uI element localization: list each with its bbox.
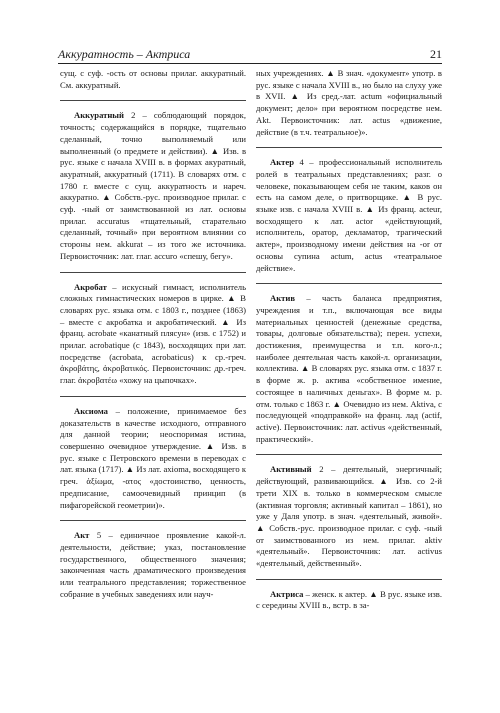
entry-headword: Активный [270, 464, 312, 475]
entry-body: 2 – деятельный, энергичный; действующий, развивающийся. ▲ Изв. со 2-й трети XIX в. только в коммерческом смысле (активная торговля; активный капитал – 1861), но уже у Даля употр. в знач. «деятельный, живой». ▲ Собств.-рус. производное прилаг. с суф. -ный от заимствованного из нем. прилаг. aktiv «деятельный». Первоисточник: лат. activus «деятельный, действенный». [256, 464, 442, 569]
entry-body: – положение, принимаемое без доказательств в качестве исходного, отправного для данной теории; неоспоримая истина, совершенно очевидное утверждение. ▲ Изв. в рус. языке с Петровского времени в переводах с лат. языка (1717). ▲ Из лат. axioma, восходящего к греч. ἀξίωμα, -ατος «достоинство, ценность, предписание, самоочевидный принцип (в пифагорейской геометрии)». [60, 405, 246, 510]
entry-text [256, 589, 442, 612]
right-column [256, 68, 442, 621]
header-rule [58, 63, 442, 64]
dictionary-entry [60, 68, 246, 91]
entry-text [60, 110, 246, 262]
entry-divider [256, 147, 442, 148]
entry-body: 2 – соблюдающий порядок, точность; содержащийся в порядке, тщательно сделанный, точно выполняемый или выполненный (о предмете и действии). ▲ Изв. в рус. языке с начала XVIII в. в формах акуратный, акуратный, аккуратный (1711). В словарях отм. с 1780 г. вместе с сущ. аккуратность и нареч. аккуратно. ▲ Собств.-рус. производное прилаг. с суф. -ный от заимствованной из лат. основы прилаг. accuratus «тщательный, старательно сделанный, точный» при вероятном влиянии со стороны нем. akkurat – из того же источника. Первоисточник: лат. глаг. accuro «спешу, бегу». [60, 110, 246, 261]
entry-text [60, 530, 246, 600]
page-number: 21 [430, 47, 442, 61]
entry-divider [256, 283, 442, 284]
running-header [58, 42, 442, 62]
entry-headword: Акт [74, 530, 90, 541]
entry-body: – женск. к актер. ▲ В рус. языке изв. с середины XVIII в., встр. в за- [256, 588, 442, 611]
entry-divider [60, 520, 246, 521]
entry-divider [60, 100, 246, 101]
entry-text [256, 464, 442, 569]
entry-text [256, 157, 442, 274]
entry-headword: Актриса [270, 588, 304, 599]
entry-divider [256, 579, 442, 580]
entry-body: сущ. с суф. -ость от основы прилаг. аккуратный. См. аккуратный. [60, 68, 246, 90]
entry-body: – часть баланса предприятия, учреждения и т.п., включающая все виды материальных ценностей (денежные средства, товары, долговые обязательства); перен. успехи, достижения, преимущества и т.п. кого-л.; наиболее деятельная часть какой-л. организации, коллектива. ▲ В словарях рус. языка отм. с 1837 г. в форме ж. р. актива «собственное имение, состоящее в наличных деньгах». В форме м. р. отм. только с 1863 г. ▲ Очевидно из нем. Aktiva, с последующей «подправкой» на франц. лад (actif, active). Первоисточник: лат. activus «действенный, практический». [256, 293, 442, 444]
entry-text [60, 68, 246, 91]
dictionary-entry [256, 464, 442, 569]
left-column [60, 68, 246, 609]
entry-headword: Актив [270, 293, 295, 304]
entry-headword: Аккуратный [74, 110, 124, 121]
entry-text [60, 406, 246, 511]
entry-body: ных учреждениях. ▲ В знач. «документ» употр. в рус. языке с начала XVIII в., но было на слуху уже в XVII. ▲ Из сред.-лат. actum «официальный документ; дело» при вероятном посредстве нем. Akt. Первоисточник: лат. actus «движение, действие (в т.ч. театральное)». [256, 68, 442, 137]
dictionary-entry [256, 293, 442, 445]
dictionary-entry [60, 406, 246, 511]
entry-text [256, 293, 442, 445]
dictionary-entry [256, 157, 442, 274]
dictionary-entry [60, 110, 246, 262]
entry-body: 5 – единичное проявление какой-л. деятельности, действие; указ, постановление государственного, общественного значения; законченная часть драматического произведения или театрального представления; торжественное собрание в учебных заведениях или науч- [60, 530, 246, 599]
entry-headword: Аксиома [74, 405, 108, 416]
dictionary-entry [256, 68, 442, 138]
entry-text [60, 282, 246, 387]
entry-text [256, 68, 442, 138]
entry-divider [256, 454, 442, 455]
entry-headword: Актер [270, 157, 294, 168]
dictionary-entry [60, 530, 246, 600]
entry-body: – искусный гимнаст, исполнитель сложных гимнастических номеров в цирке. ▲ В словарях рус. языка отм. с 1803 г., позднее (1863) – вместе с акробатка и акробатический. ▲ Из франц. acrobate «канатный плясун» (изв. с 1752) и прилаг. acrobatique (с 1843), восходящих при лат. посредстве (acrobata, acrobaticus) к ср.-греч. ἀκροβάτης, ἀκροβατικός. Первоисточник: др.-греч. глаг. ἀκροβατέω «хожу на цыпочках». [60, 281, 246, 386]
entry-divider [60, 272, 246, 273]
entry-divider [60, 396, 246, 397]
header-title: Аккуратность – Актриса [58, 47, 191, 61]
dictionary-entry [60, 282, 246, 387]
dictionary-entry [256, 589, 442, 612]
entry-headword: Акробат [74, 281, 107, 292]
entry-body: 4 – профессиональный исполнитель ролей в театральных представлениях; разг. о человеке, показывающем себя не таким, каков он есть на самом деле, о притворщике. ▲ В рус. языке изв. с начала XVIII в. ▲ Из франц. acteur, восходящего к лат. actor «действующий, исполнитель, оратор, декламатор, трагический актер», производному имени действия на -or от основы супина actum, actus «театральное действие». [256, 157, 442, 273]
